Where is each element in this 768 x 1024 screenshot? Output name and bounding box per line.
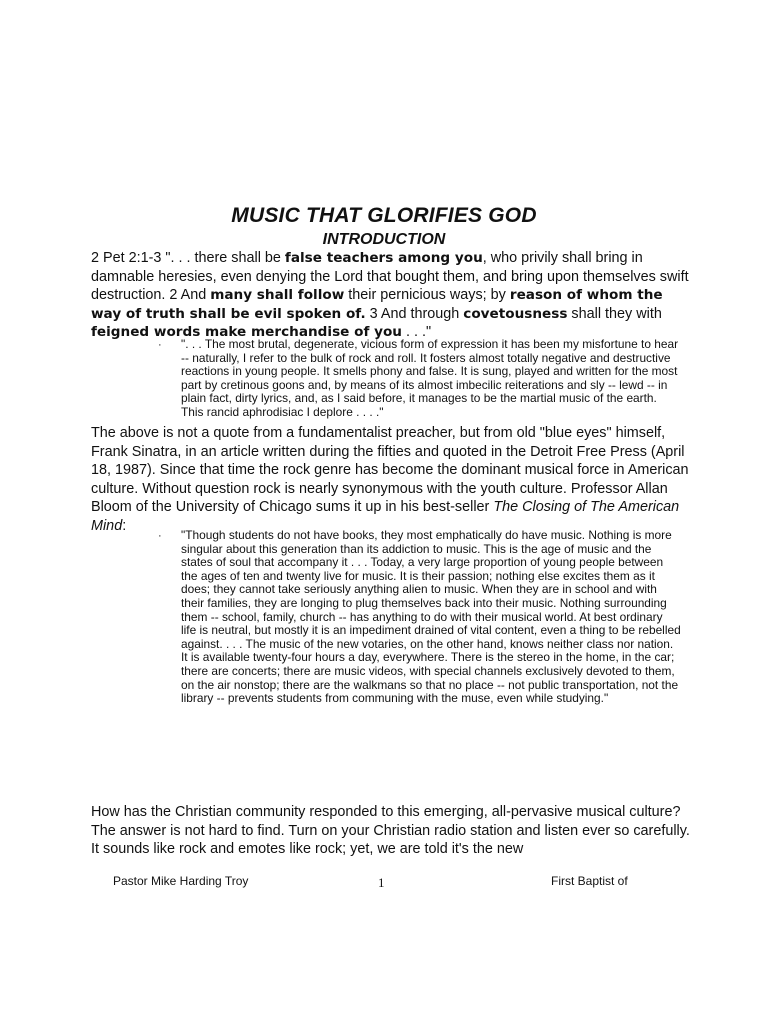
sinatra-quote: ". . . The most brutal, degenerate, vicious form of expression it has been my misfortune to hear -- naturally, I refer to the bulk of rock and roll. It fosters almost totally negative and destructive reactions in young people. It smells phony and false. It is sung, played and written for the most part by cretinous goons and, by means of its almost imbecilic reiterations and sly -- lewd -- in plain fact, dirty lyrics, and, as I said before, it manages to be the martial music of the earth. This rancid aphrodisiac I deplore . . . ." <box>181 337 679 419</box>
footer-church: First Baptist of <box>551 874 628 888</box>
quote-bullet: · <box>158 530 162 542</box>
scripture-emphasis: reason of whom the way of truth shall be evil spoken of. <box>91 287 663 322</box>
scripture-text: . . ." <box>401 324 432 341</box>
scripture-text: , who privily shall bring in damnable heresies, even denying the Lord that bought them, and bring upon themselves swift destruction. 2 And <box>91 250 689 304</box>
paragraph-punctuation: : <box>122 517 127 534</box>
scripture-emphasis: covetousness <box>463 305 568 322</box>
footer-author: Pastor Mike Harding Troy <box>113 874 249 888</box>
scripture-emphasis: many shall follow <box>210 287 345 304</box>
bloom-quote: "Though students do not have books, they most emphatically do have music. Nothing is more singular about this generation than its addiction to music. This is the age of music and the states of soul that accompany it . . . Today, a very large proportion of young people between the ages of ten and twenty live for music. It is their passion; nothing else excites them as it does; they cannot take seriously anything alien to music. When they are in school and with their families, they are longing to plug themselves back into their music. Nothing surrounding them -- school, family, church -- has anything to do with their musical world. At best ordinary life is neutral, but mostly it is an impediment drained of vital content, even a thing to be rebelled against. . . . The music of the new votaries, on the other hand, knows neither class nor nation. It is available twenty-four hours a day, everywhere. There is the stereo in the home, in the car; there are concerts; there are music videos, with special channels exclusively devoted to them, on the air nonstop; there are the walkmans so that no place -- not public transportation, not the library -- prevents students from communing with the muse, even while studying." <box>181 528 681 706</box>
page-number: 1 <box>378 875 385 890</box>
scripture-text: shall they with <box>567 305 662 322</box>
document-title: MUSIC THAT GLORIFIES GOD <box>231 204 537 227</box>
body-paragraph: How has the Christian community responded to this emerging, all-pervasive musical culture? The answer is not hard to find. Turn on your Christian radio station and listen ever so carefully. It sounds like rock and emotes like rock; yet, we are told it's the new <box>91 804 690 858</box>
scripture-text: 2 Pet 2:1-3 ". . . there shall be <box>91 250 285 266</box>
scripture-paragraph <box>91 249 691 342</box>
section-heading: INTRODUCTION <box>322 231 446 248</box>
book-title: The Closing of The American Mind <box>91 499 680 534</box>
paragraph-text: The above is not a quote from a fundamentalist preacher, but from old "blue eyes" himself, Frank Sinatra, in an article written during the fifties and quoted in the Detroit Free Press (April 18, 1987). Since that time the rock genre has become the dominant musical force in American culture. Without question rock is nearly synonymous with the youth culture. Professor Allan Bloom of the University of Chicago sums it up in his best-seller <box>91 425 689 516</box>
quote-bullet: · <box>158 339 162 351</box>
scripture-text: 3 And through <box>365 305 464 322</box>
scripture-emphasis: false teachers among you <box>284 250 483 266</box>
body-paragraph <box>91 424 691 536</box>
scripture-emphasis: feigned words make merchandise of you <box>91 324 402 341</box>
scripture-text: their pernicious ways; by <box>344 287 510 304</box>
